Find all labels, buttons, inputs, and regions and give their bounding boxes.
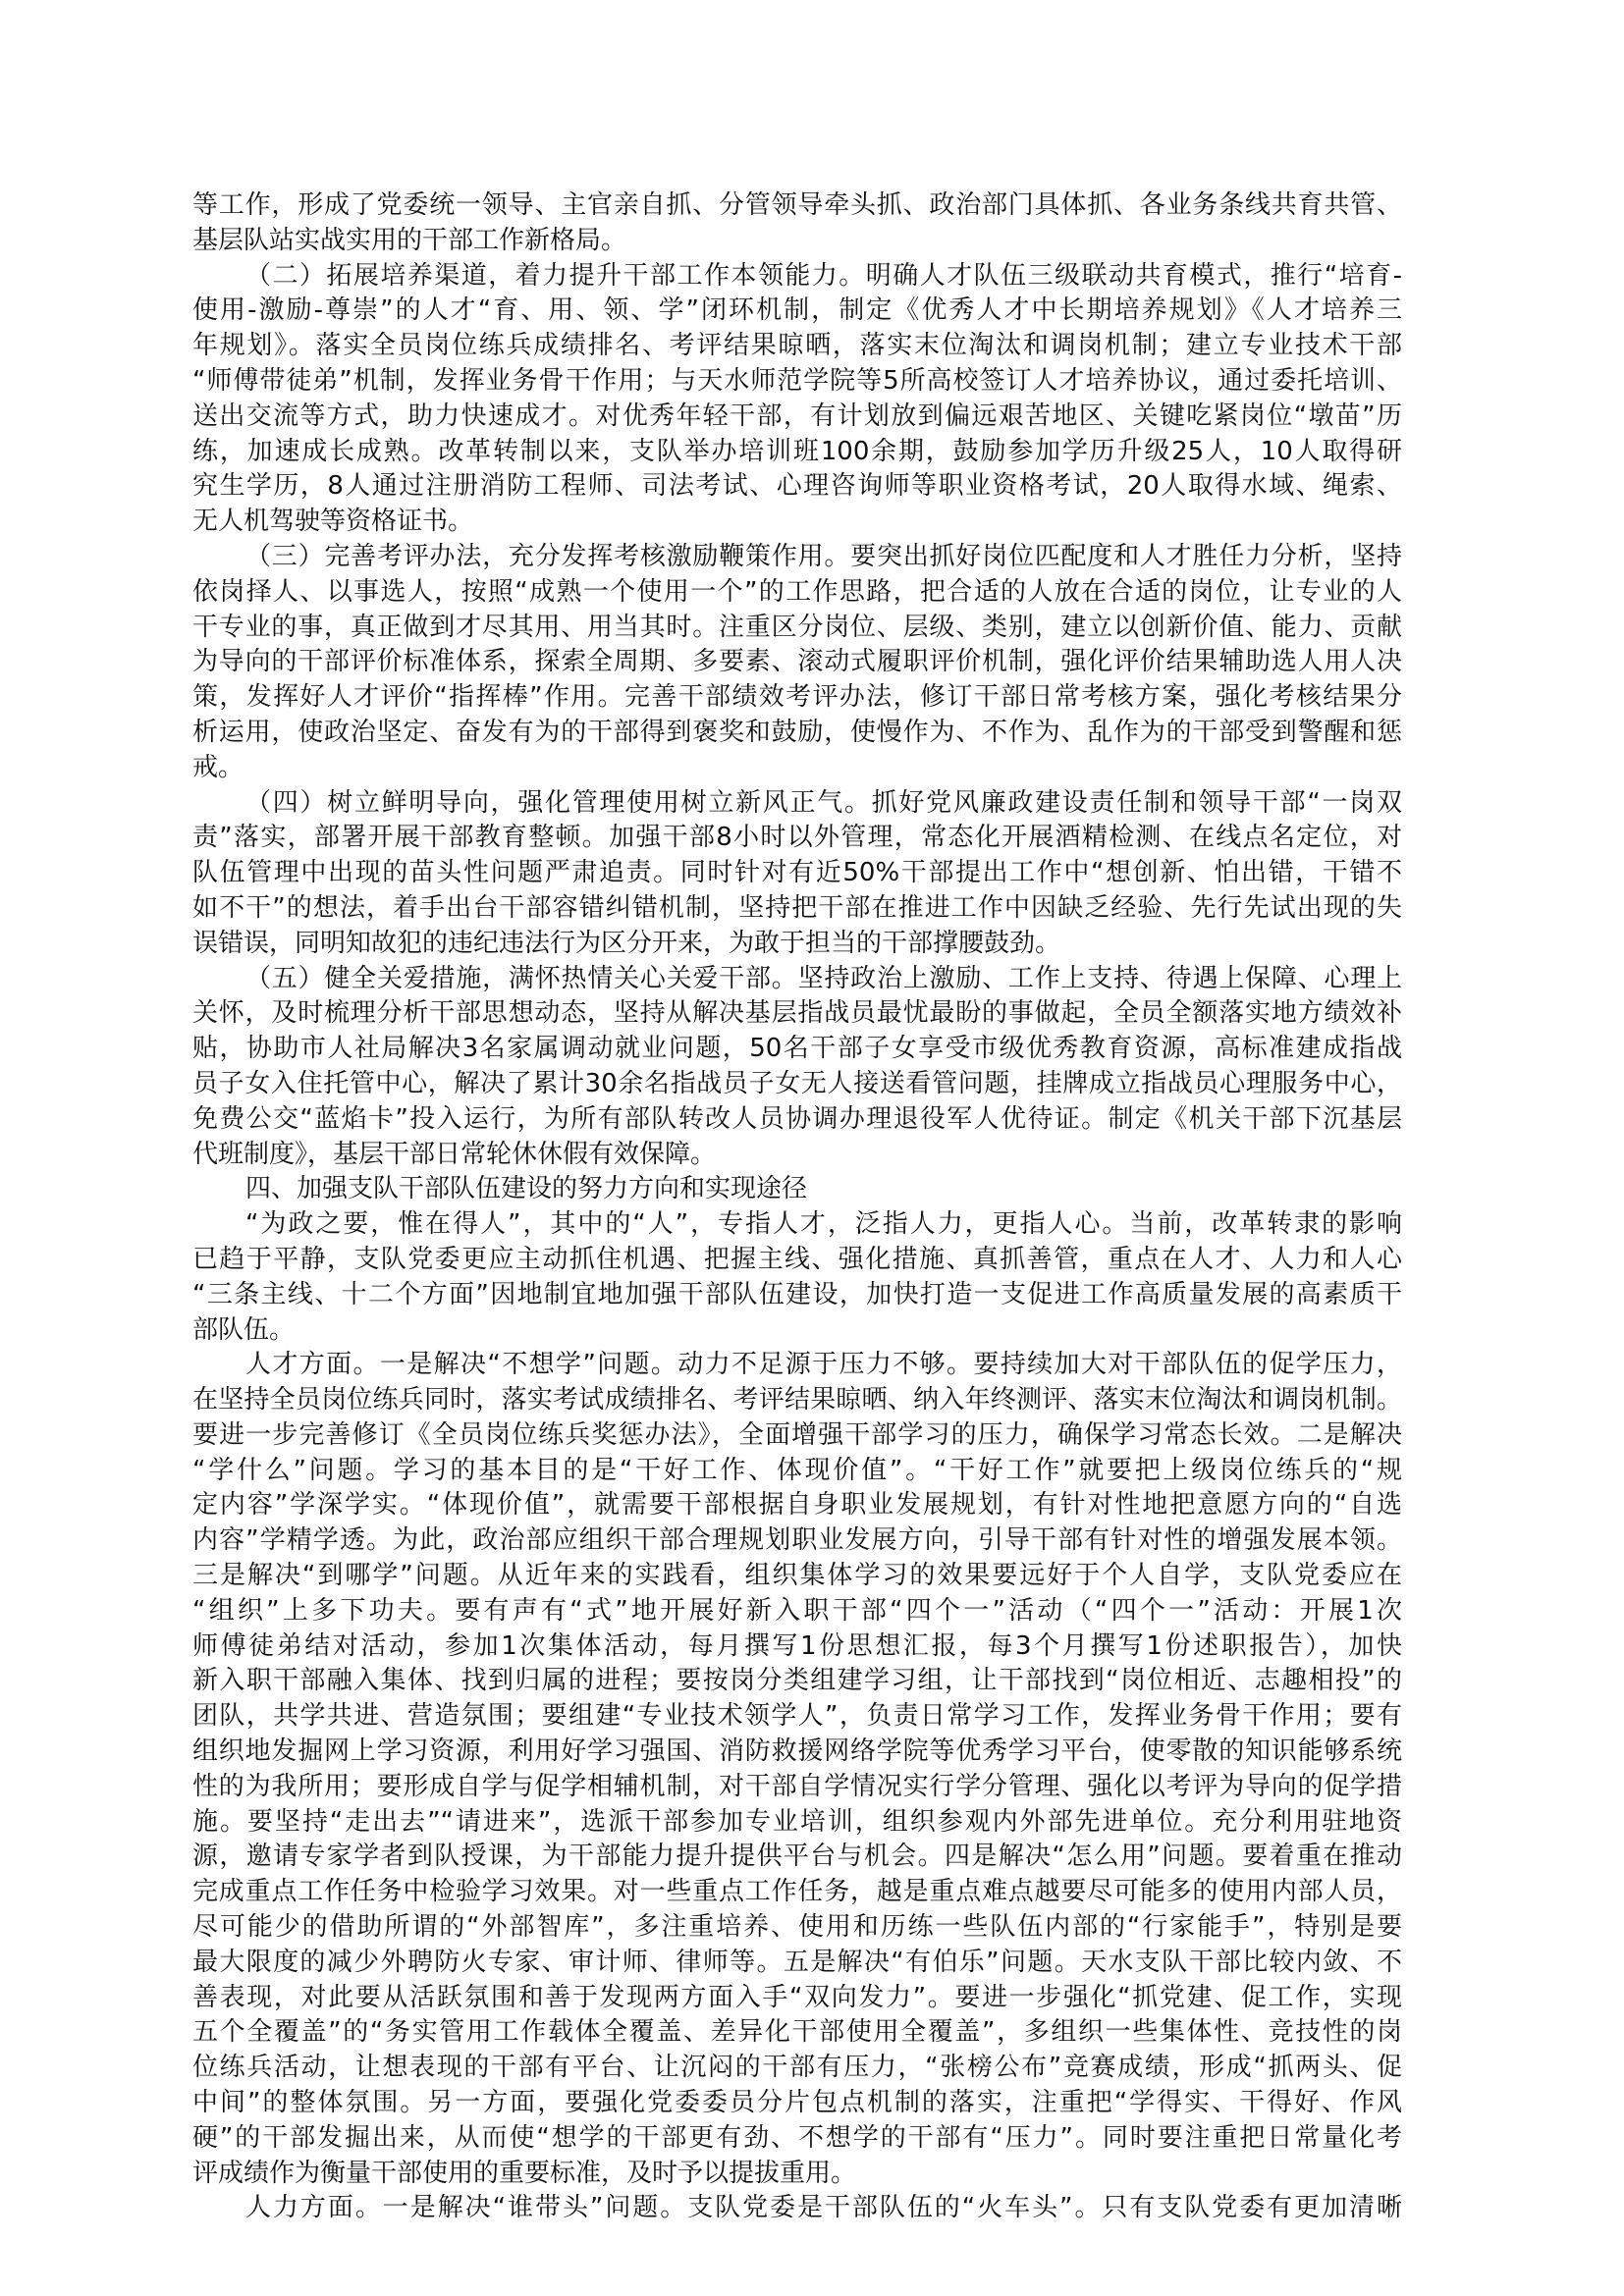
text-line: “学什么”问题。学习的基本目的是“干好工作、体现价值”。“干好工作”就要把上级岗位练兵的“规 [192,1455,1402,1485]
text-line: 善表现，对此要从活跃氛围和善于发现两方面入手“双向发力”。要进一步强化“抓党建、促工作，实现 [192,1982,1402,2012]
text-line: 使用-激励-尊崇”的人才“育、用、领、学”闭环机制，制定《优秀人才中长期培养规划》《人才培养三 [192,295,1402,326]
text-line: 关怀，及时梳理分析干部思想动态，坚持从解决基层指战员最忧最盼的事做起，全员全额落实地方绩效补 [192,998,1402,1029]
text-line: 送出交流等方式，助力快速成才。对优秀年轻干部，有计划放到偏远艰苦地区、关键吃紧岗位“墩苗”历 [192,400,1402,431]
text-line: 最大限度的减少外聘防火专家、审计师、律师等。五是解决“有伯乐”问题。天水支队干部比较内敛、不 [192,1947,1402,1977]
text-line: 完成重点工作任务中检验学习效果。对一些重点工作任务，越是重点难点越要尽可能多的使用内部人员， [192,1877,1402,1907]
text-line: 源，邀请专家学者到队授课，为干部能力提升提供平台与机会。四是解决“怎么用”问题。要着重在推动 [192,1842,1402,1872]
text-line: 施。要坚持“走出去”“请进来”，选派干部参加专业培训，组织参观内外部先进单位。充分利用驻地资 [192,1806,1402,1837]
paragraph [192,540,1402,786]
text-line: 等工作，形成了党委统一领导、主官亲自抓、分管领导牵头抓、政治部门具体抓、各业务条线共育共管、 [192,190,1402,220]
paragraph [192,962,1402,1173]
text-line: “师傅带徒弟”机制，发挥业务骨干作用；与天水师范学院等5所高校签订人才培养协议，通过委托培训、 [192,365,1402,396]
text-line: 人才方面。一是解决“不想学”问题。动力不足源于压力不够。要持续加大对干部队伍的促学压力， [245,1350,1402,1380]
text-line: 尽可能少的借助所谓的“外部智库”，多注重培养、使用和历练一些队伍内部的“行家能手”，特别是要 [192,1912,1402,1943]
text-line: （四）树立鲜明导向，强化管理使用树立新风正气。抓好党风廉政建设责任制和领导干部“一岗双 [245,787,1402,818]
text-line: 定内容”学深学实。“体现价值”，就需要干部根据自身职业发展规划，有针对性地把意愿方向的“自选 [192,1490,1402,1521]
text-line: （二）拓展培养渠道，着力提升干部工作本领能力。明确人才队伍三级联动共育模式，推行“培育- [245,260,1402,291]
text-line: “组织”上多下功夫。要有声有“式”地开展好新入职干部“四个一”活动（“四个一”活动：开展1次 [192,1595,1402,1626]
text-line: 究生学历，8人通过注册消防工程师、司法考试、心理咨询师等职业资格考试，20人取得水域、绳索、 [192,471,1402,502]
text-line: 析运用，使政治坚定、奋发有为的干部得到褒奖和鼓励，使慢作为、不作为、乱作为的干部受到警醒和惩 [192,717,1402,747]
text-line: 师傅徒弟结对活动，参加1次集体活动，每月撰写1份思想汇报，每3个月撰写1份述职报告），加快 [192,1630,1402,1661]
paragraph [192,259,1402,540]
text-line: 策，发挥好人才评价“指挥棒”作用。完善干部绩效考评办法，修订干部日常考核方案，强化考核结果分 [192,682,1402,713]
text-line: 无人机驾驶等资格证书。 [192,507,474,537]
text-line: 依岗择人、以事选人，按照“成熟一个使用一个”的工作思路，把合适的人放在合适的岗位，让专业的人 [192,576,1402,607]
text-line: 练，加速成长成熟。改革转制以来，支队举办培训班100余期，鼓励参加学历升级25人，10人取得研 [192,436,1402,466]
text-line: 硬”的干部发掘出来，从而使“想学的干部更有劲、不想学的干部有“压力”。同时要注重把日常量化考 [192,2122,1402,2153]
text-line: 免费公交“蓝焰卡”投入运行，为所有部队转改人员协调办理退役军人优待证。制定《机关干部下沉基层 [192,1103,1402,1134]
text-line: 团队，共学共进、营造氛围；要组建“专业技术领学人”，负责日常学习工作，发挥业务骨干作用；要有 [192,1701,1402,1732]
text-line: 如不干”的想法，着手出台干部容错纠错机制，坚持把干部在推进工作中因缺乏经验、先行先试出现的失 [192,892,1402,923]
text-line: （五）健全关爱措施，满怀热情关心关爱干部。坚持政治上激励、工作上支持、待遇上保障、心理上 [245,963,1402,993]
paragraph [192,188,1402,259]
text-line: 误错误，同明知故犯的违纪违法行为区分开来，为敢于担当的干部撑腰鼓劲。 [192,928,1061,958]
text-line: 年规划》。落实全员岗位练兵成绩排名、考评结果晾晒，落实末位淘汰和调岗机制；建立专业技术干部 [192,331,1402,361]
text-line: 在坚持全员岗位练兵同时，落实考试成绩排名、考评结果晾晒、纳入年终测评、落实末位淘汰和调岗机制。 [192,1385,1402,1415]
text-line: 评成绩作为衡量干部使用的重要标准，及时予以提拔重用。 [192,2158,857,2188]
text-line: 组织地发掘网上学习资源，利用好学习强国、消防救援网络学院等优秀学习平台，使零散的知识能够系统 [192,1736,1402,1767]
text-line: 三是解决“到哪学”问题。从近年来的实践看，组织集体学习的效果要远好于个人自学，支队党委应在 [192,1561,1402,1591]
text-line: 五个全覆盖”的“务实管用工作载体全覆盖、差异化干部使用全覆盖”，多组织一些集体性、竞技性的岗 [192,2017,1402,2048]
text-line: 为导向的干部评价标准体系，探索全周期、多要素、滚动式履职评价机制，强化评价结果辅助选人用人决 [192,647,1402,677]
text-line: 性的为我所用；要形成自学与促学相辅机制，对干部自学情况实行学分管理、强化以考评为导向的促学措 [192,1771,1402,1801]
text-line: 戒。 [192,752,244,782]
paragraph [192,1207,1402,1348]
text-line: 新入职干部融入集体、找到归属的进程；要按岗分类组建学习组，让干部找到“岗位相近、志趣相投”的 [192,1666,1402,1696]
text-line: 员子女入住托管中心，解决了累计30余名指战员子女无人接送看管问题，挂牌成立指战员心理服务中心， [192,1068,1402,1098]
text-line: 代班制度》，基层干部日常轮休休假有效保障。 [192,1139,717,1169]
text-line: 责”落实，部署开展干部教育整顿。加强干部8小时以外管理，常态化开展酒精检测、在线点名定位，对 [192,823,1402,853]
text-line: 部队伍。 [192,1314,296,1345]
text-line: （三）完善考评办法，充分发挥考核激励鞭策作用。要突出抓好岗位匹配度和人才胜任力分析，坚持 [245,541,1402,571]
text-line: 内容”学精学透。为此，政治部应组织干部合理规划职业发展方向，引导干部有针对性的增强发展本领。 [192,1525,1402,1556]
text-line: 已趋于平静，支队党委更应主动抓住机遇、把握主线、强化措施、真抓善管，重点在人才、人力和人心 [192,1244,1402,1274]
text-line: 队伍管理中出现的苗头性问题严肃追责。同时针对有近50%干部提出工作中“想创新、怕出错，干错不 [192,858,1402,888]
paragraph [192,2191,1402,2226]
section-heading [192,1172,1402,1207]
text-line: “为政之要，惟在得人”，其中的“人”，专指人才，泛指人力，更指人心。当前，改革转隶的影响 [245,1209,1402,1240]
text-line: 干专业的事，真正做到才尽其用、用当其时。注重区分岗位、层级、类别，建立以创新价值、能力、贡献 [192,612,1402,642]
heading-text: 四、加强支队干部队伍建设的努力方向和实现途径 [245,1174,808,1204]
text-line: 人力方面。一是解决“谁带头”问题。支队党委是干部队伍的“火车头”。只有支队党委有更加清晰 [245,2193,1402,2223]
paragraph [192,786,1402,962]
text-line: “三条主线、十二个方面”因地制宜地加强干部队伍建设，加快打造一支促进工作高质量发展的高素质干 [192,1279,1402,1309]
text-line: 要进一步完善修订《全员岗位练兵奖惩办法》，全面增强干部学习的压力，确保学习常态长效。二是解决 [192,1419,1402,1450]
text-line: 贴，协助市人社局解决3名家属调动就业问题，50名干部子女享受市级优秀教育资源，高标准建成指战 [192,1034,1402,1064]
paragraph [192,1348,1402,2191]
text-line: 基层队站实战实用的干部工作新格局。 [192,225,627,255]
text-line: 位练兵活动，让想表现的干部有平台、让沉闷的干部有压力，“张榜公布”竞赛成绩，形成“抓两头、促 [192,2053,1402,2083]
document-body [192,188,1402,2226]
text-line: 中间”的整体氛围。另一方面，要强化党委委员分片包点机制的落实，注重把“学得实、干得好、作风 [192,2088,1402,2118]
